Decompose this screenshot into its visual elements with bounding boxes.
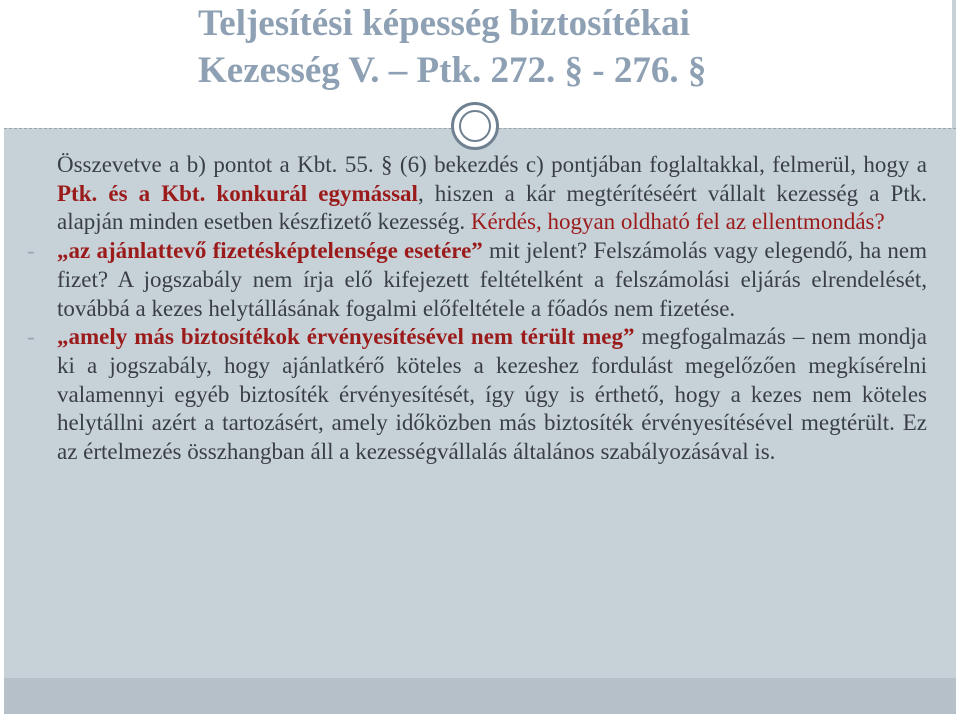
slide-body: [27, 151, 927, 467]
p1-text-c: , hiszen a kár megtérítéséért vállalt kezesség a Ptk. alapján minden esetben készfizető kezesség.: [57, 180, 927, 235]
title-line-1: Teljesítési képesség biztosítékai: [198, 3, 690, 44]
paragraph-2: [27, 237, 927, 323]
footer-bar: [4, 678, 956, 714]
bullet-dash-2: -: [27, 324, 35, 350]
p2-highlight: „az ajánlattevő fizetésképtelensége esetére”: [57, 238, 483, 264]
double-circle-ornament-icon: [451, 102, 499, 150]
slide-title: [198, 0, 706, 94]
p3-text: megfogalmazás – nem mondja ki a jogszabály, hogy ajánlatkérő köteles a kezeshez fordulást megelőzően megkísérelni valamennyi egyéb biztosíték érvényesítését, így úgy is érthető, hogy a kezes nem köteles helytállni azért a tartozásért, amely időközben más biztosíték érvényesítésével megtérült. Ez az értelmezés összhangban áll a kezességvállalás általános szabályozásával is.: [57, 324, 927, 465]
p3-highlight: „amely más biztosítékok érvényesítésével nem térült meg”: [57, 324, 635, 350]
p1-question: Kérdés, hogyan oldható fel az ellentmondás?: [470, 209, 885, 235]
paragraph-3: [27, 323, 927, 467]
p1-highlight: Ptk. és a Kbt. konkurál egymással: [57, 180, 418, 206]
p2-text: mit jelent? Felszámolás vagy elegendő, ha nem fizet? A jogszabály nem írja elő kifejezett feltételként a felszámolási eljárás elrendelését, továbbá a kezes helytállásának fogalmi előfeltétele a főadós nem fizetése.: [57, 238, 927, 321]
bullet-dash-1: -: [27, 238, 35, 264]
p1-text-a: Összevetve a b) pontot a Kbt. 55. § (6) bekezdés c) pontjában foglaltakkal, felmerül, hogy a: [57, 152, 927, 177]
title-line-2: Kezesség V. – Ptk. 272. § - 276. §: [198, 50, 707, 91]
paragraph-1: [57, 151, 927, 237]
